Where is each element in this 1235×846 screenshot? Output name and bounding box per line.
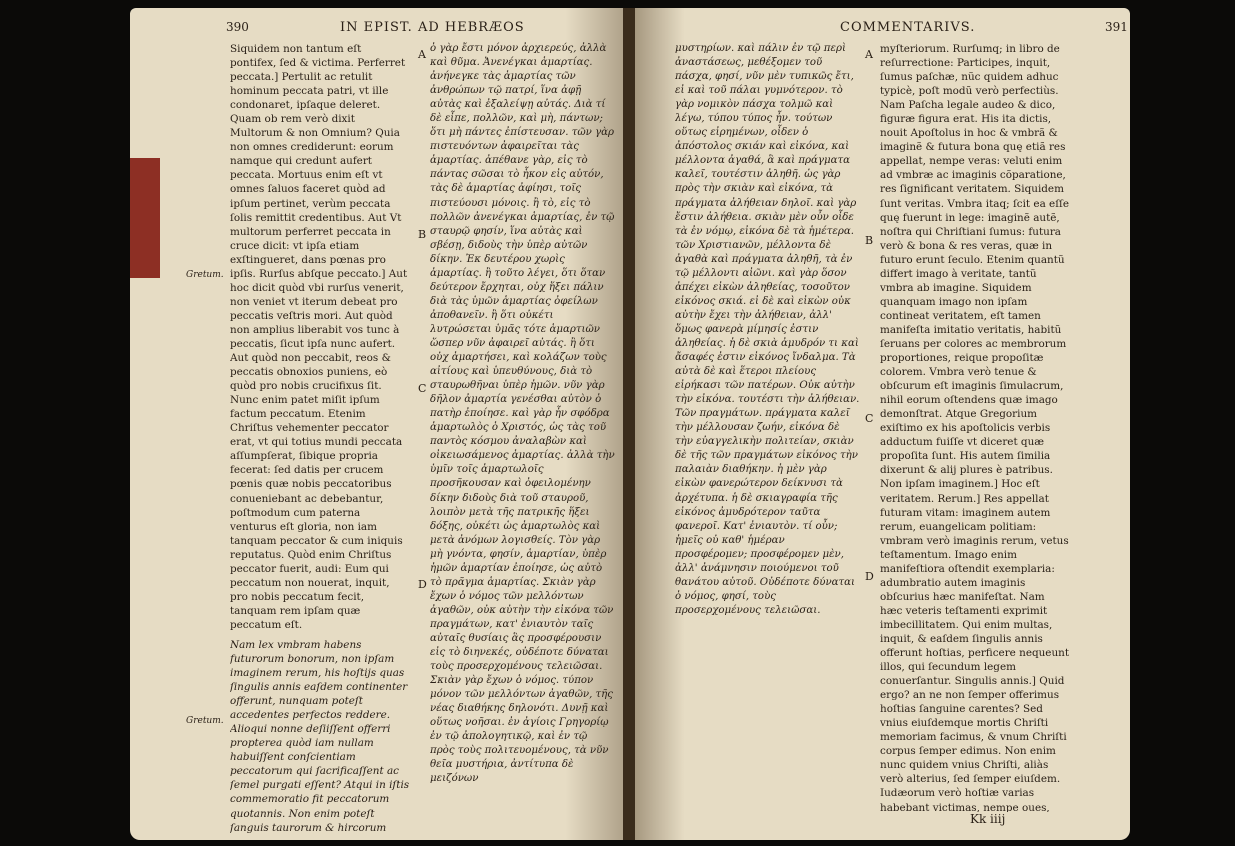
latin-column-right: myſteriorum. Rurſumq; in libro de reſurrectione: Participes, inquit, ſumus paſchæ, nũc quidem adhuc typicè, poſt modũ verò perfectiùs. Nam Paſcha legale audeo & dico, figuræ figura erat. His ita dictis, nouit Apoſtolus in hoc & vmbrã & imaginẽ & futura bona quę etiã res appellat, nempe veras: veluti enim ad vmbræ ac imaginis cõparatione, res ſignificant veritatem. Siquidem ſunt veritas. Vmbra itaq; ſcit ea eſſe quę fuerunt in lege: imaginẽ autẽ, noſtra qui Chriſtiani ſumus: futura verò & bona & res veras, quæ in futuro erunt ſeculo. Etenim quantũ differt imago à veritate, tantũ vmbra ab imagine. Siquidem quanquam imago non ipſam contineat veritatem, eſt tamen manifeſta imitatio veritatis, habitũ ſeruans per colores ac membrorum proportiones, reique propoſitæ colorem. Vmbra verò tenue & obſcurum eſt imaginis ſimulacrum, nihil eorum oſtendens quæ imago demonſtrat. Atque Gregorium exiſtimo ex his apoſtolicis verbis adductum fuiſſe vt diceret quæ propoſita ſunt. His autem ſimilia dixerunt & alij plures è patribus. Non ipſam imaginem.] Hoc eſt veritatem. Rerum.] Res appellat futuram vitam: imaginem autem rerum, euangelicam politiam: vmbram verò imaginis rerum, vetus teſtamentum. Imago enim manifeſtiora oſtendit exemplaria: adumbratio autem imaginis obſcurius hæc manifeſtat. Nam hæc veteris teſtamenti exprimit imbecillitatem. Qui enim multas, inquit, & eaſdem ſingulis annis offerunt hoſtias, perficere nequeunt illos, qui ſecundum legem conuerſantur. Singulis annis.] Quid ergo? an ne non ſemper offerimus hoſtias ſanguine carentes? Sed vnius eiuſdemque mortis Chriſti memoriam facimus, & vnum Chriſti corpus ſemper edimus. Non enim nunc quidem vnius Chriſti, aliàs verò alterius, ſed ſemper eiuſdem. Iudæorum verò hoſtiæ varias habebant victimas, nempe oues, xyxy=(880,43,1070,812)
margin-letter-d-left: D xyxy=(418,578,427,591)
margin-letter-c-right: C xyxy=(865,412,874,425)
page-number-left: 390 xyxy=(226,20,249,34)
greek-column-right: μυστηρίων. καὶ πάλιν ἐν τῷ περὶ ἀναστάσεως, μεθέξομεν τοῦ πάσχα, φησί, νῦν μὲν τυπικῶς ἔτι, εἰ καὶ τοῦ πάλαι γυμνότερον. τὸ γὰρ νομικὸν πάσχα τολμῶ καὶ λέγω, τύπου τύπος ἦν. τούτων οὕτως εἰρημένων, οἶδεν ὁ ἀπόστολος σκιάν καὶ εἰκόνα, καὶ μέλλοντα ἀγαθά, ἃ καὶ πράγματα καλεῖ, τουτέστιν ἀληθῆ. ὡς γὰρ πρὸς τὴν σκιὰν καὶ εἰκόνα, τὰ πράγματα ἀλήθειαν δηλοῖ. καὶ γὰρ ἔστιν ἀλήθεια. σκιὰν μὲν οὖν οἶδε τὰ ἐν νόμῳ, εἰκόνα δὲ τὰ ἡμέτερα. τῶν Χριστιανῶν, μέλλοντα δὲ ἀγαθὰ καὶ πράγματα ἀληθῆ, τὰ ἐν τῷ μέλλοντι αἰῶνι. καὶ γὰρ ὅσον ἀπέχει εἰκὼν ἀληθείας, τοσοῦτον εἰκόνος σκιά. εἰ δὲ καὶ εἰκὼν οὐκ αὐτὴν ἔχει τὴν ἀλήθειαν, ἀλλ' ὅμως φανερὰ μίμησίς ἐστιν ἀληθείας. ἡ δὲ σκιὰ ἀμυδρόν τι καὶ ἄσαφές ἐστιν εἰκόνος ἴνδαλμα. Τὰ αὐτὰ δὲ καὶ ἕτεροι πλείους εἰρήκασι τῶν πατέρων. Οὐκ αὐτὴν τὴν εἰκόνα. τουτέστι τὴν ἀλήθειαν. Τῶν πραγμάτων. πράγματα καλεῖ τὴν μέλλουσαν ζωήν, εἰκόνα δὲ τὴν εὐαγγελικὴν πολιτείαν, σκιὰν δὲ τῆς τῶν πραγμάτων εἰκόνος τὴν παλαιὰν διαθήκην. ἡ μὲν γὰρ εἰκὼν φανερώτερον δείκνυσι τὰ ἀρχέτυπα. ἡ δὲ σκιαγραφία τῆς εἰκόνος ἀμυδρότερον ταῦτα φανεροῖ. Κατ' ἐνιαυτὸν. τί οὖν; ἡμεῖς οὐ καθ' ἡμέραν προσφέρομεν; προσφέρομεν μὲν, ἀλλ' ἀνάμνησιν ποιούμενοι τοῦ θανάτου αὐτοῦ. Οὐδέποτε δύναται ὁ νόμος, φησί, τοὺς προσερχομένους τελειῶσαι. xyxy=(675,43,860,616)
latin-commentary-paragraph: Siquidem non tantum eſt pontifex, ſed & victima. Perferret peccata.] Pertulit ac retulit hominum peccata patri, vt ille condonaret, ipſaque deleret. Quam ob rem verò dixit Multorum & non Omnium? Quia non omnes crediderunt: eorum namque qui credunt aufert peccata. Mortuus enim eſt vt omnes ſaluos faceret quòd ad ipſum pertinet, verùm peccata ſolis remittit credentibus. Aut Vt multorum perferret peccata in cruce dicit: vt ipſa etiam exſtingueret, dans pœnas pro ipſis. Rurſus abſque peccato.] Aut hoc dicit quòd vbi rurſus venerit, non veniet vt iterum debeat pro peccatis veſtris mori. Aut quòd non amplius liberabit vos tunc à peccatis, ſicut ipſa nunc aufert. Aut quòd non peccabit, reos & peccatis obnoxios puniens, eò quòd pro nobis crucifixus ſit. Nunc enim patet miſit ipſum factum peccatum. Etenim Chriſtus vehementer peccator erat, vt qui totius mundi peccata aſſumpſerat, ſibique propria fecerat: ſed datis per crucem pœnis quæ nobis peccatoribus conueniebant ac debebantur, poſtmodum cum paterna venturus eſt gloria, non iam tanquam peccator & cum iniquis reputatus. Quòd enim Chriſtus peccator fuerit, audi: Eum qui peccatum non nouerat, inquit, pro nobis peccatum fecit, tanquam rem ipſam quæ peccatum eſt. xyxy=(230,43,408,631)
left-page xyxy=(130,8,625,840)
open-book xyxy=(130,8,1130,840)
signature-mark: Kk iiij xyxy=(970,812,1006,826)
page-number-right: 391 xyxy=(1105,20,1128,34)
scripture-verse-latin: Nam lex vmbram habens futurorum bonorum, non ipſam imaginem rerum, his hoſtijs quas ſingulis annis eaſdem continenter offerunt, nunquam poteſt accedentes perfectos reddere. Alioqui nonne deſiiſſent offerri propterea quòd iam nullam habuiſſent conſcientiam peccatorum qui ſacrificaſſent ac ſemel purgati eſſent? Atqui in iſtis commemoratio fit peccatorum quotannis. Non enim poteſt ſanguis taurorum & hircorum xyxy=(230,638,410,834)
latin-column-left xyxy=(230,42,410,834)
margin-letter-a-left: A xyxy=(418,48,426,61)
margin-letter-a-right: A xyxy=(865,48,873,61)
red-bookmark-strip xyxy=(130,158,160,278)
margin-letter-d-right: D xyxy=(865,570,874,583)
margin-letter-b-left: B xyxy=(418,228,427,241)
right-page xyxy=(635,8,1130,840)
margin-note-left-1: Gretum. xyxy=(186,270,224,280)
margin-letter-c-left: C xyxy=(418,382,427,395)
margin-letter-b-right: B xyxy=(865,234,874,247)
running-header-left: IN EPIST. AD HEBRÆOS xyxy=(340,20,525,35)
margin-note-left-2: Gretum. xyxy=(186,716,224,726)
running-header-right: COMMENTARIVS. xyxy=(840,20,976,35)
greek-column-left: ὁ γὰρ ἔστι μόνον ἀρχιερεύς, ἀλλὰ καὶ θῦμα. Ἀνενέγκαι ἁμαρτίας. ἀνήνεγκε τὰς ἁμαρτίας τῶν ἀνθρώπων τῷ πατρί, ἵνα ἀφῇ αὐτὰς καὶ ἐξαλείψῃ αὐτάς. Διὰ τί δὲ εἶπε, πολλῶν, καὶ μὴ, πάντων; ὅτι μὴ πάντες ἐπίστευσαν. τῶν γὰρ πιστευόντων ἀφαιρεῖται τὰς ἁμαρτίας. ἀπέθανε γὰρ, εἰς τὸ πάντας σῶσαι τὸ ἧκον εἰς αὐτόν, τὰς δὲ ἁμαρτίας ἀφίησι, τοῖς πιστεύουσι μόνοις. ἢ τὸ, εἰς τὸ πολλῶν ἀνενέγκαι ἁμαρτίας, ἐν τῷ σταυρῷ φησίν, ἵνα αὐτὰς καὶ σβέσῃ, διδοὺς τὴν ὑπὲρ αὐτῶν δίκην. Ἐκ δευτέρου χωρὶς ἁμαρτίας. ἢ τοῦτο λέγει, ὅτι ὅταν δεύτερον ἔρχηται, οὐχ ἥξει πάλιν διὰ τὰς ὑμῶν ἁμαρτίας ὀφείλων ἀποθανεῖν. ἢ ὅτι οὐκέτι λυτρώσεται ὑμᾶς τότε ἁμαρτιῶν ὥσπερ νῦν ἀφαιρεῖ αὐτάς. ἢ ὅτι οὐχ ἁμαρτήσει, καὶ κολάζων τοὺς αἰτίους καὶ ὑπευθύνους, διὰ τὸ σταυρωθῆναι ὑπὲρ ἡμῶν. νῦν γὰρ δῆλον ἀμαρτία γενέσθαι αὐτὸν ὁ πατὴρ ἐποίησε. καὶ γὰρ ἦν σφόδρα ἁμαρτωλὸς ὁ Χριστός, ὡς τὰς τοῦ παντὸς κόσμου ἀναλαβὼν καὶ οἰκειωσάμενος ἁμαρτίας. ἀλλὰ τὴν ὑμῖν τοῖς ἁμαρτωλοῖς προσῆκουσαν καὶ ὀφειλομένην δίκην διδοὺς διὰ τοῦ σταυροῦ, λοιπὸν μετὰ τῆς πατρικῆς ἥξει δόξης, οὐκέτι ὡς ἁμαρτωλὸς καὶ μετὰ ἀνόμων λογισθείς. Τὸν γὰρ μὴ γνόντα, φησίν, ἁμαρτίαν, ὑπὲρ ἡμῶν ἁμαρτίαν ἐποίησε, ὡς αὐτὸ τὸ πρᾶγμα ἁμαρτίας. Σκιὰν γὰρ ἔχων ὁ νόμος τῶν μελλόντων ἀγαθῶν, οὐκ αὐτὴν τὴν εἰκόνα τῶν πραγμάτων, κατ' ἐνιαυτὸν ταῖς αὐταῖς θυσίαις ἃς προσφέρουσιν εἰς τὸ διηνεκές, οὐδέποτε δύναται τοὺς προσερχομένους τελειῶσαι. Σκιὰν γὰρ ἔχων ὁ νόμος. τύπον μόνον τῶν μελλόντων ἀγαθῶν, τῆς νέας διαθήκης δηλονότι. Δυνῇ καὶ οὕτως νοῆσαι. ἐν ἀγίοις Γρηγορίῳ ἐν τῷ ἀπολογητικῷ, καὶ ἐν τῷ πρὸς τοὺς πολιτευομένους, τὰ νῦν θεῖα μυστήρια, ἀντίτυπα δὲ μειζόνων xyxy=(430,43,615,785)
